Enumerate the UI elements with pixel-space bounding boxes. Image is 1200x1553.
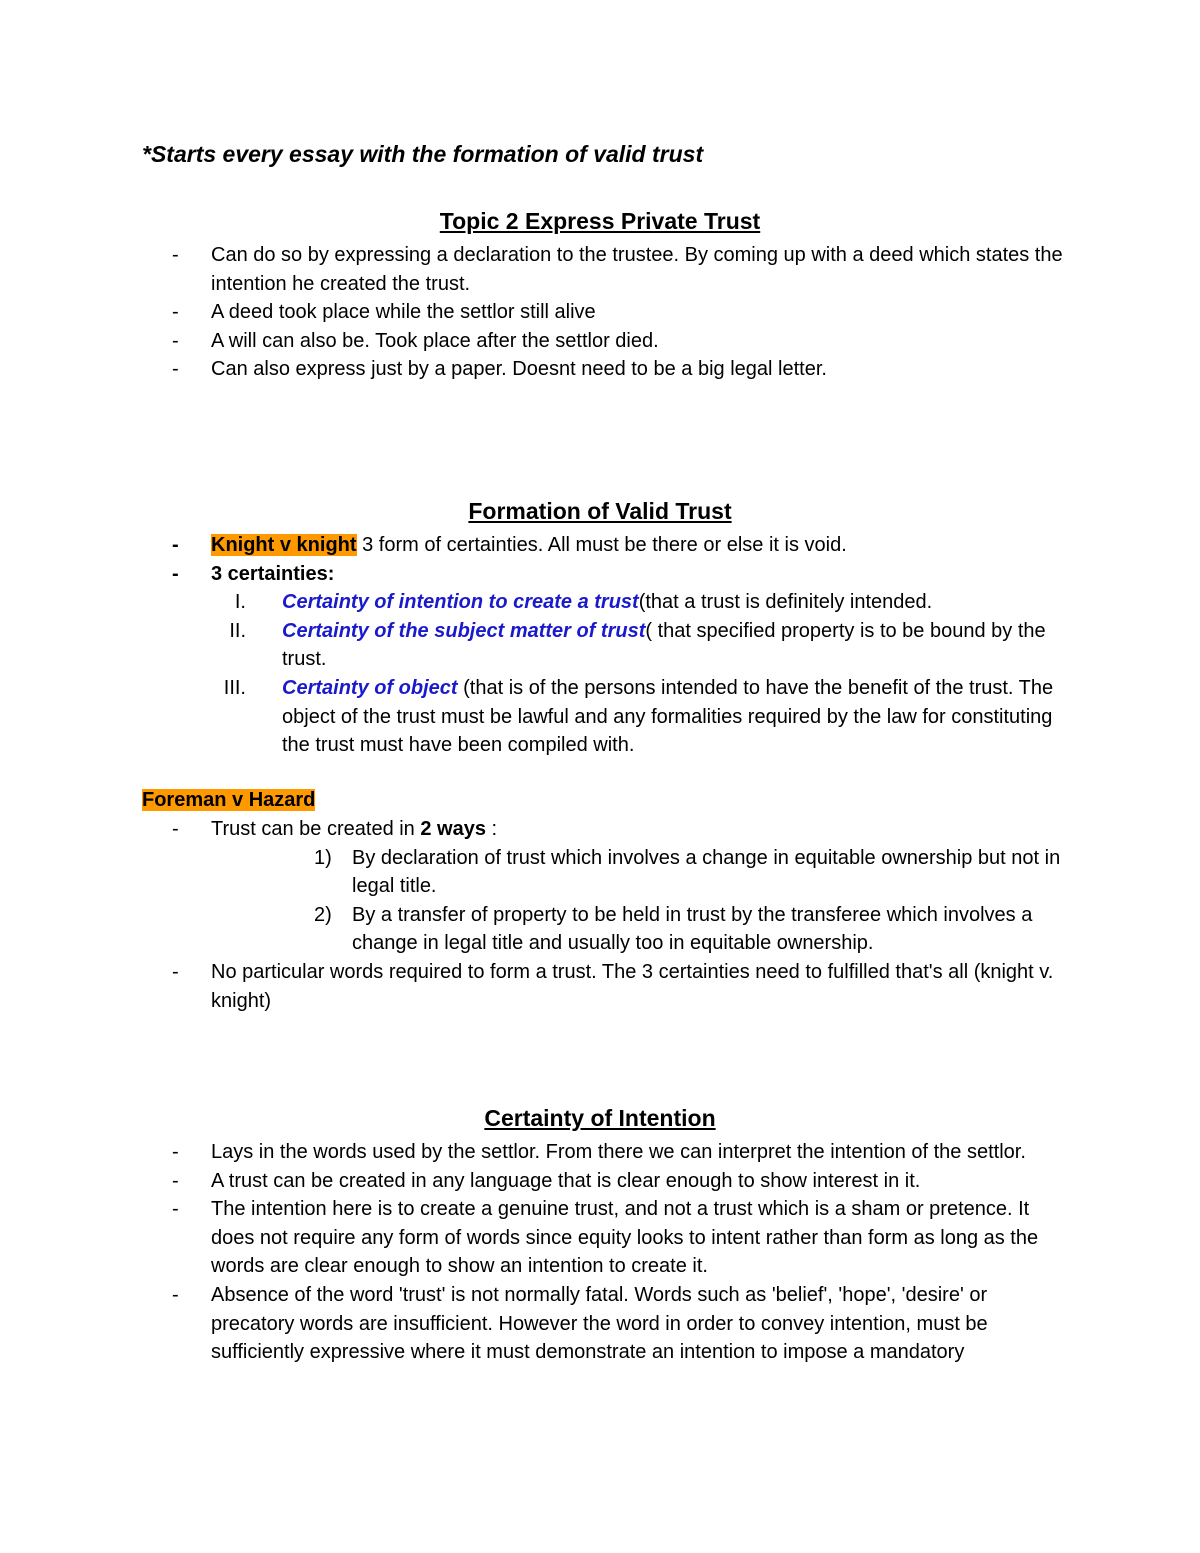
list-item	[172, 815, 1072, 844]
list-item-text: A will can also be. Took place after the settlor died.	[211, 329, 659, 352]
list-item-text: Can also express just by a paper. Doesnt need to be a big legal letter.	[211, 358, 827, 381]
certainty-item	[172, 617, 1072, 674]
roman-numeral: I.	[234, 591, 246, 614]
numbered-item-text: By declaration of trust which involves a change in equitable ownership but not in legal title.	[352, 846, 1061, 898]
list-item-text: A trust can be created in any language that is clear enough to show interest in it.	[211, 1169, 921, 1192]
case-foreman-v-hazard	[142, 786, 315, 814]
list-item	[172, 327, 1072, 356]
list-item-text: No particular words required to form a trust. The 3 certainties need to fulfilled that's all (knight v. knight)	[211, 960, 1054, 1012]
topic2-list	[172, 241, 1072, 384]
roman-numeral: III.	[223, 676, 246, 699]
certainty-name: Certainty of object	[282, 676, 458, 699]
certainty-desc: ( that specified property is to be bound by the trust.	[282, 619, 1046, 671]
bullet-dash: -	[172, 562, 179, 585]
certainty-desc: (that is of the persons intended to have the benefit of the trust. The object of the trust must be lawful and any formalities required by the law for constituting the trust must have been compiled with.	[282, 676, 1054, 757]
item-number: 1)	[314, 846, 332, 869]
list-item-text: Can do so by expressing a declaration to the trustee. By coming up with a deed which states the intention he created the trust.	[211, 244, 1063, 295]
certainties-label: 3 certainties:	[211, 562, 335, 585]
bullet-dash: -	[172, 534, 179, 556]
intro-note: *Starts every essay with the formation of valid trust	[142, 141, 704, 167]
list-item	[172, 1167, 1072, 1196]
bullet-dash: -	[172, 818, 179, 840]
list-item-text: Lays in the words used by the settlor. From there we can interpret the intention of the settlor.	[211, 1141, 1026, 1163]
bullet-dash: -	[172, 358, 179, 381]
list-item	[172, 560, 1072, 589]
bullet-dash: -	[172, 301, 179, 324]
certainty-desc: (that a trust is definitely intended.	[638, 591, 933, 614]
certainty-name: Certainty of intention to create a trust	[282, 591, 639, 614]
certainty-item	[172, 674, 1072, 760]
heading-topic-2: Topic 2 Express Private Trust	[439, 208, 761, 234]
numbered-item	[172, 844, 1072, 901]
list-item-text: Trust can be created in	[211, 818, 421, 840]
case-name: Foreman v Hazard	[142, 789, 316, 811]
bullet-dash: -	[172, 329, 179, 352]
case-knight-v-knight: Knight v knight	[211, 534, 357, 556]
certainty-item	[172, 588, 1072, 617]
roman-numeral: II.	[229, 619, 246, 642]
bullet-dash: -	[172, 1169, 179, 1192]
list-item	[172, 1138, 1072, 1167]
intention-list	[172, 1138, 1072, 1367]
list-item	[172, 355, 1072, 384]
foreman-list	[172, 815, 1072, 1015]
bullet-dash: -	[172, 1283, 179, 1306]
list-item-text: The intention here is to create a genuine trust, and not a trust which is a sham or pretence. It does not require any form of words since equity looks to intent rather than form as long as the words are clear enough to show an intention to create it.	[211, 1198, 1039, 1278]
bullet-dash: -	[172, 1141, 179, 1163]
list-item	[172, 1195, 1072, 1281]
list-item	[172, 1281, 1072, 1367]
ways-count: 2 ways	[420, 818, 486, 840]
list-item-text: 3 form of certainties. All must be there or else it is void.	[356, 534, 847, 556]
item-number: 2)	[314, 903, 332, 926]
numbered-item	[172, 901, 1072, 958]
list-item	[172, 958, 1072, 1015]
certainty-name: Certainty of the subject matter of trust	[282, 619, 646, 642]
list-item-text: A deed took place while the settlor still alive	[211, 301, 596, 324]
bullet-dash: -	[172, 244, 179, 266]
bullet-dash: -	[172, 1198, 179, 1221]
list-item-text: :	[485, 818, 498, 840]
list-item	[172, 241, 1072, 298]
list-item	[172, 531, 1072, 560]
heading-formation: Formation of Valid Trust	[468, 498, 732, 524]
heading-certainty-of-intention: Certainty of Intention	[484, 1105, 716, 1131]
formation-list	[172, 531, 1072, 760]
numbered-item-text: By a transfer of property to be held in trust by the transferee which involves a change in legal title and usually too in equitable ownership.	[352, 903, 1033, 955]
list-item	[172, 298, 1072, 327]
list-item-text: Absence of the word 'trust' is not normally fatal. Words such as 'belief', 'hope', 'desire' or precatory words are insufficient. However the word in order to convey intention, must be sufficiently expressive where it must demonstrate an intention to impose a mandatory	[211, 1283, 988, 1364]
bullet-dash: -	[172, 960, 179, 983]
